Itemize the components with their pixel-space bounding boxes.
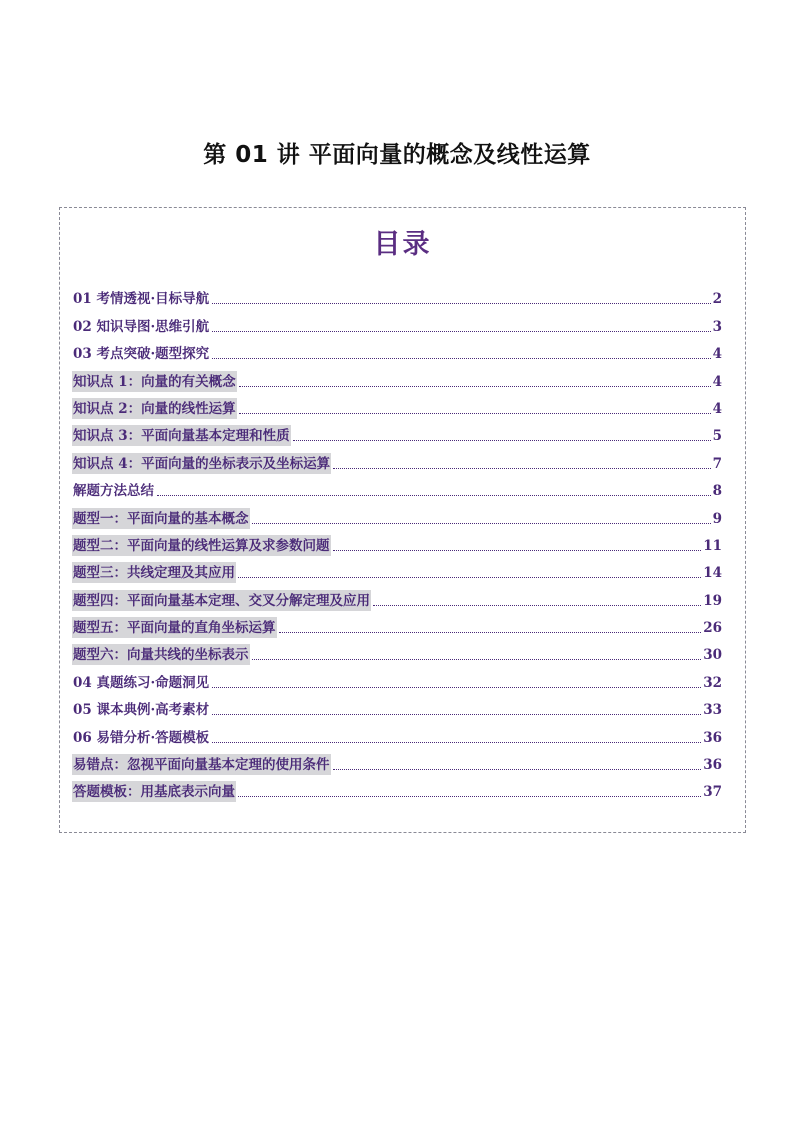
toc-entry[interactable] — [72, 748, 722, 775]
toc-dot-leader — [279, 632, 702, 633]
toc-entry[interactable] — [72, 775, 722, 802]
toc-entry-label[interactable]: 题型二：平面向量的线性运算及求参数问题 — [72, 535, 331, 556]
toc-entry-label[interactable]: 知识点 3：平面向量基本定理和性质 — [72, 425, 291, 446]
toc-dot-leader — [212, 358, 710, 359]
toc-entry-label[interactable]: 题型五：平面向量的直角坐标运算 — [72, 617, 277, 638]
toc-entry[interactable] — [72, 446, 722, 473]
toc-entry-label[interactable]: 题型三：共线定理及其应用 — [72, 562, 236, 583]
toc-dot-leader — [333, 769, 702, 770]
toc-dot-leader — [238, 796, 701, 797]
toc-entry[interactable] — [72, 419, 722, 446]
toc-entry[interactable] — [72, 720, 722, 747]
toc-entry[interactable] — [72, 392, 722, 419]
toc-entry-page-number[interactable]: 33 — [703, 702, 722, 719]
toc-list — [72, 282, 722, 802]
toc-entry[interactable] — [72, 364, 722, 391]
toc-entry-page-number[interactable]: 30 — [703, 647, 722, 664]
toc-entry-page-number[interactable]: 26 — [703, 620, 722, 637]
toc-entry-page-number[interactable]: 4 — [712, 346, 722, 363]
toc-entry[interactable] — [72, 693, 722, 720]
toc-entry[interactable] — [72, 638, 722, 665]
toc-entry[interactable] — [72, 474, 722, 501]
toc-dot-leader — [252, 659, 702, 660]
toc-entry-page-number[interactable]: 3 — [712, 318, 722, 335]
toc-dot-leader — [238, 577, 701, 578]
toc-dot-leader — [212, 714, 701, 715]
toc-entry-page-number[interactable]: 5 — [712, 428, 722, 445]
toc-dot-leader — [212, 742, 701, 743]
toc-entry-page-number[interactable]: 9 — [712, 510, 722, 527]
toc-entry-label[interactable]: 06 易错分析·答题模板 — [73, 729, 210, 746]
toc-entry-page-number[interactable]: 2 — [712, 291, 722, 308]
toc-entry-label[interactable]: 02 知识导图·思维引航 — [73, 318, 210, 335]
toc-entry-label[interactable]: 知识点 2：向量的线性运算 — [72, 398, 237, 419]
toc-heading: 目录 — [373, 229, 432, 260]
toc-entry-label[interactable]: 易错点：忽视平面向量基本定理的使用条件 — [72, 754, 331, 775]
toc-entry[interactable] — [72, 309, 722, 336]
toc-entry-page-number[interactable]: 4 — [712, 400, 722, 417]
table-of-contents — [59, 207, 746, 833]
toc-dot-leader — [333, 468, 711, 469]
toc-entry-label[interactable]: 题型六：向量共线的坐标表示 — [72, 644, 250, 665]
toc-entry-label[interactable]: 知识点 1：向量的有关概念 — [72, 371, 237, 392]
toc-entry-label[interactable]: 答题模板：用基底表示向量 — [72, 781, 236, 802]
toc-entry[interactable] — [72, 583, 722, 610]
toc-entry[interactable] — [72, 282, 722, 309]
toc-entry[interactable] — [72, 529, 722, 556]
toc-entry-page-number[interactable]: 32 — [703, 674, 722, 691]
toc-dot-leader — [373, 605, 701, 606]
toc-entry-page-number[interactable]: 4 — [712, 373, 722, 390]
toc-dot-leader — [157, 495, 711, 496]
toc-entry-label[interactable]: 题型一：平面向量的基本概念 — [72, 508, 250, 529]
toc-dot-leader — [239, 386, 711, 387]
toc-dot-leader — [293, 440, 711, 441]
toc-entry-page-number[interactable]: 37 — [703, 784, 722, 801]
toc-entry[interactable] — [72, 337, 722, 364]
toc-dot-leader — [252, 523, 711, 524]
toc-entry-page-number[interactable]: 36 — [703, 757, 722, 774]
toc-entry[interactable] — [72, 611, 722, 638]
toc-dot-leader — [212, 303, 710, 304]
toc-entry-label[interactable]: 解题方法总结 — [73, 483, 154, 500]
document-title: 第 01 讲 平面向量的概念及线性运算 — [203, 142, 591, 168]
toc-entry[interactable] — [72, 665, 722, 692]
toc-dot-leader — [212, 331, 710, 332]
toc-entry-page-number[interactable]: 36 — [703, 729, 722, 746]
toc-entry[interactable] — [72, 556, 722, 583]
toc-entry-page-number[interactable]: 7 — [712, 455, 722, 472]
toc-entry-page-number[interactable]: 8 — [712, 483, 722, 500]
toc-entry-label[interactable]: 01 考情透视·目标导航 — [73, 291, 210, 308]
toc-entry-label[interactable]: 知识点 4：平面向量的坐标表示及坐标运算 — [72, 453, 331, 474]
toc-entry-page-number[interactable]: 11 — [703, 537, 722, 554]
toc-dot-leader — [239, 413, 711, 414]
toc-entry-label[interactable]: 题型四：平面向量基本定理、交叉分解定理及应用 — [72, 590, 371, 611]
toc-dot-leader — [333, 550, 702, 551]
toc-dot-leader — [212, 687, 701, 688]
toc-entry-label[interactable]: 03 考点突破·题型探究 — [73, 346, 210, 363]
toc-entry-label[interactable]: 04 真题练习·命题洞见 — [73, 674, 210, 691]
toc-entry-page-number[interactable]: 19 — [703, 592, 722, 609]
toc-entry-page-number[interactable]: 14 — [703, 565, 722, 582]
toc-entry-label[interactable]: 05 课本典例·高考素材 — [73, 702, 210, 719]
toc-entry[interactable] — [72, 501, 722, 528]
